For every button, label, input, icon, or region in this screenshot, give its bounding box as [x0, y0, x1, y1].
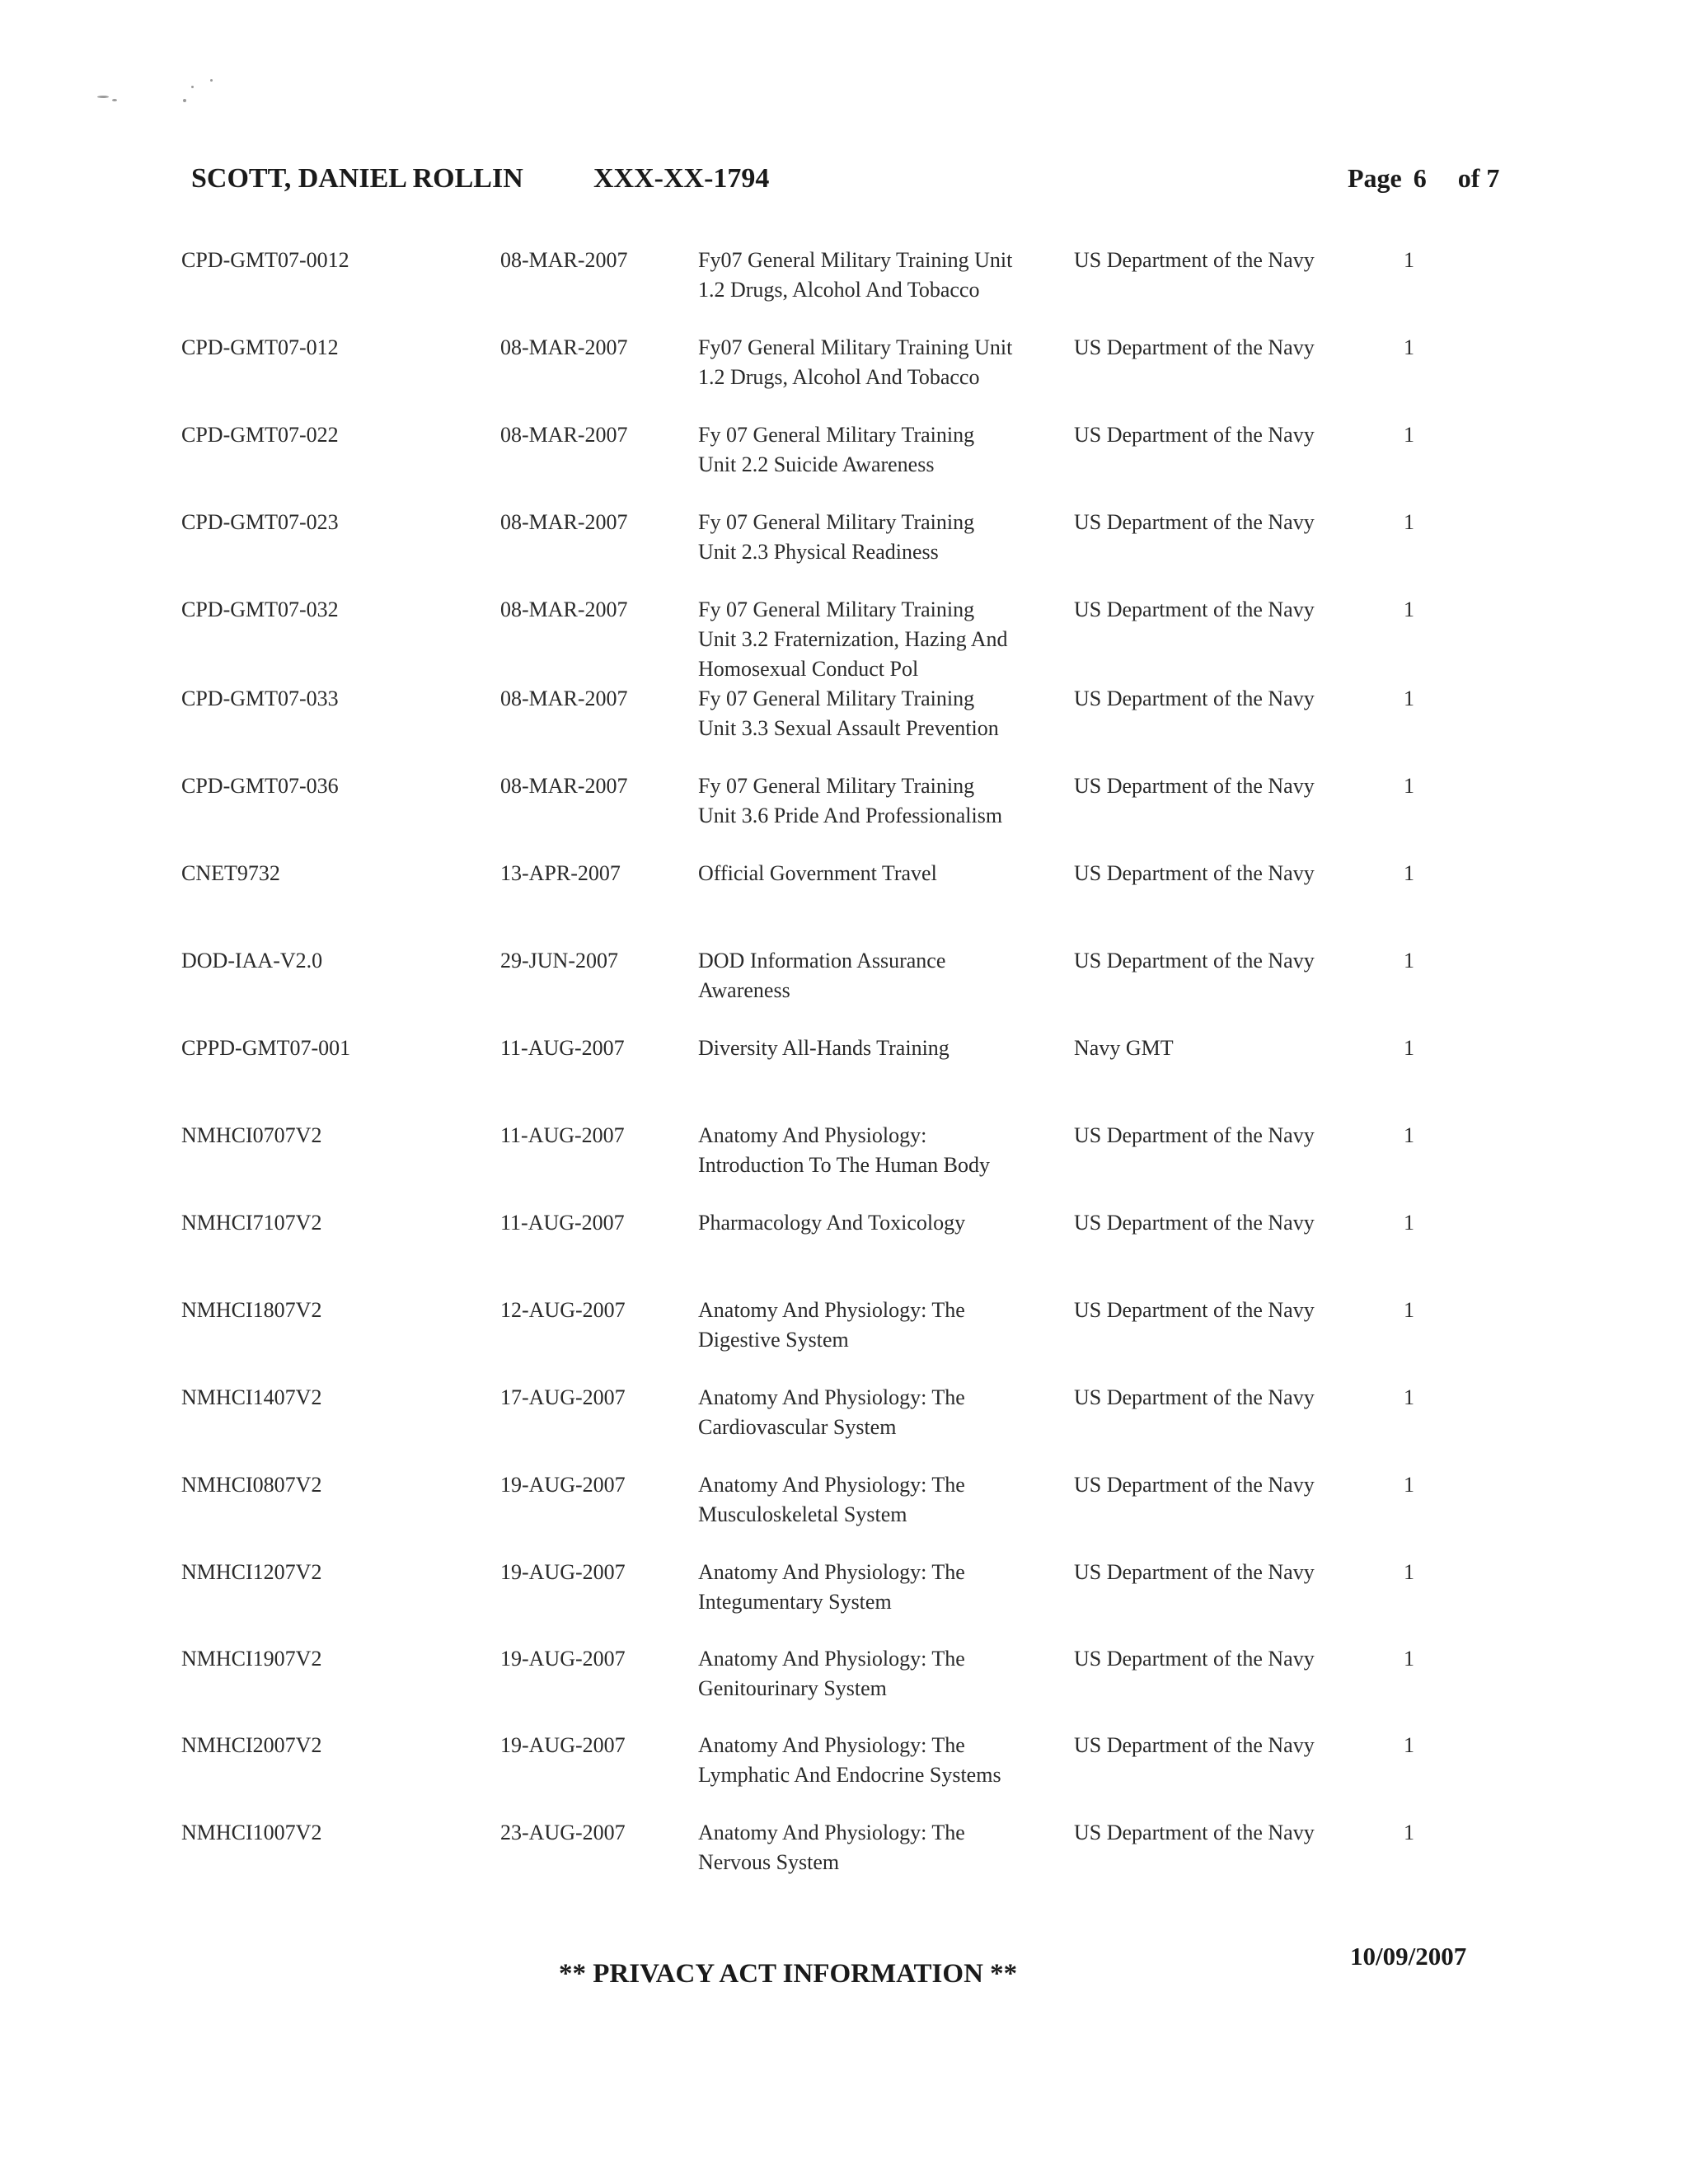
- course-title-line: Genitourinary System: [698, 1676, 887, 1700]
- provider-org: US Department of the Navy: [1074, 1647, 1315, 1671]
- scan-speck: [97, 96, 109, 98]
- course-title: [698, 420, 1044, 480]
- course-title-line: Anatomy And Physiology: The: [698, 1298, 965, 1322]
- credit-value: 1: [1404, 1733, 1414, 1757]
- course-title-line: Anatomy And Physiology: The: [698, 1473, 965, 1497]
- credit-value: 1: [1404, 510, 1414, 534]
- print-date: 10/09/2007: [1350, 1942, 1467, 1971]
- credit-value: 1: [1404, 423, 1414, 447]
- completion-date: 17-AUG-2007: [500, 1385, 626, 1409]
- privacy-notice: ** PRIVACY ACT INFORMATION **: [559, 1959, 1018, 1989]
- course-code: NMHCI1907V2: [181, 1647, 322, 1671]
- course-code: CPD-GMT07-022: [181, 423, 339, 447]
- course-code: CPD-GMT07-012: [181, 335, 339, 359]
- provider-org: US Department of the Navy: [1074, 949, 1315, 972]
- completion-date: 19-AUG-2007: [500, 1733, 626, 1757]
- table-row: [0, 508, 1688, 590]
- table-row: [0, 246, 1688, 328]
- course-code: CPD-GMT07-033: [181, 687, 339, 710]
- completion-date: 08-MAR-2007: [500, 598, 628, 621]
- course-title: [698, 1383, 1044, 1442]
- course-title-line: Anatomy And Physiology: The: [698, 1821, 965, 1844]
- course-title-line: Anatomy And Physiology: The: [698, 1385, 965, 1409]
- table-row: [0, 1818, 1688, 1900]
- completion-date: 19-AUG-2007: [500, 1560, 626, 1584]
- table-row: [0, 420, 1688, 503]
- course-title-line: Unit 2.2 Suicide Awareness: [698, 452, 935, 476]
- course-code: CPD-GMT07-032: [181, 598, 339, 621]
- completion-date: 08-MAR-2007: [500, 248, 628, 272]
- course-code: NMHCI1207V2: [181, 1560, 322, 1584]
- course-title: [698, 1296, 1044, 1355]
- course-title-line: Unit 3.2 Fraternization, Hazing And: [698, 627, 1008, 651]
- completion-date: 11-AUG-2007: [500, 1211, 625, 1235]
- table-row: [0, 859, 1688, 941]
- provider-org: US Department of the Navy: [1074, 1733, 1315, 1757]
- course-title: [698, 771, 1044, 831]
- provider-org: US Department of the Navy: [1074, 1473, 1315, 1497]
- completion-date: 08-MAR-2007: [500, 335, 628, 359]
- of-label: of: [1457, 163, 1480, 193]
- provider-org: US Department of the Navy: [1074, 510, 1315, 534]
- course-code: CPD-GMT07-0012: [181, 248, 349, 272]
- provider-org: US Department of the Navy: [1074, 861, 1315, 885]
- course-code: DOD-IAA-V2.0: [181, 949, 323, 972]
- completion-date: 19-AUG-2007: [500, 1473, 626, 1497]
- course-title-line: Fy07 General Military Training Unit: [698, 335, 1013, 359]
- course-title-line: Diversity All-Hands Training: [698, 1036, 950, 1060]
- course-title: [698, 333, 1044, 392]
- credit-value: 1: [1404, 1647, 1414, 1671]
- table-row: [0, 946, 1688, 1029]
- course-title: [698, 1208, 1044, 1238]
- page-number: 6: [1413, 163, 1427, 193]
- course-code: NMHCI1007V2: [181, 1821, 322, 1844]
- credit-value: 1: [1404, 861, 1414, 885]
- scan-speck: [210, 79, 213, 82]
- provider-org: US Department of the Navy: [1074, 774, 1315, 798]
- completion-date: 08-MAR-2007: [500, 774, 628, 798]
- credit-value: 1: [1404, 1123, 1414, 1147]
- course-title-line: Fy07 General Military Training Unit: [698, 248, 1013, 272]
- credit-value: 1: [1404, 1385, 1414, 1409]
- table-row: [0, 684, 1688, 766]
- provider-org: US Department of the Navy: [1074, 248, 1315, 272]
- course-code: CPD-GMT07-036: [181, 774, 339, 798]
- scan-speck: [112, 99, 117, 101]
- course-title-line: Digestive System: [698, 1328, 849, 1352]
- credit-value: 1: [1404, 1821, 1414, 1844]
- course-code: NMHCI1807V2: [181, 1298, 322, 1322]
- course-title-line: 1.2 Drugs, Alcohol And Tobacco: [698, 278, 980, 302]
- table-row: [0, 595, 1688, 681]
- credit-value: 1: [1404, 248, 1414, 272]
- table-row: [0, 333, 1688, 415]
- course-title-line: Integumentary System: [698, 1590, 892, 1614]
- course-title-line: Unit 3.3 Sexual Assault Prevention: [698, 716, 999, 740]
- credit-value: 1: [1404, 774, 1414, 798]
- page-label: Page: [1348, 163, 1402, 193]
- course-title-line: Unit 2.3 Physical Readiness: [698, 540, 939, 564]
- credit-value: 1: [1404, 335, 1414, 359]
- table-row: [0, 1644, 1688, 1727]
- course-title-line: Nervous System: [698, 1850, 840, 1874]
- table-row: [0, 1121, 1688, 1203]
- course-title: [698, 246, 1044, 305]
- course-code: CPD-GMT07-023: [181, 510, 339, 534]
- student-name: SCOTT, DANIEL ROLLIN: [191, 163, 523, 194]
- completion-date: 08-MAR-2007: [500, 423, 628, 447]
- page-indicator: [1348, 163, 1499, 194]
- course-title: [698, 595, 1044, 684]
- completion-date: 08-MAR-2007: [500, 687, 628, 710]
- table-row: [0, 771, 1688, 854]
- course-code: NMHCI0707V2: [181, 1123, 322, 1147]
- table-row: [0, 1731, 1688, 1813]
- course-code: NMHCI7107V2: [181, 1211, 322, 1235]
- course-title: [698, 1644, 1044, 1704]
- course-title-line: 1.2 Drugs, Alcohol And Tobacco: [698, 365, 980, 389]
- table-row: [0, 1383, 1688, 1465]
- provider-org: US Department of the Navy: [1074, 1298, 1315, 1322]
- course-code: NMHCI1407V2: [181, 1385, 322, 1409]
- course-title: [698, 1818, 1044, 1877]
- course-title-line: Fy 07 General Military Training: [698, 423, 975, 447]
- provider-org: US Department of the Navy: [1074, 1821, 1315, 1844]
- course-title-line: Fy 07 General Military Training: [698, 687, 975, 710]
- course-title-line: Pharmacology And Toxicology: [698, 1211, 966, 1235]
- credit-value: 1: [1404, 1298, 1414, 1322]
- provider-org: US Department of the Navy: [1074, 1385, 1315, 1409]
- scan-speck: [191, 86, 194, 88]
- credit-value: 1: [1404, 1211, 1414, 1235]
- course-title-line: Fy 07 General Military Training: [698, 510, 975, 534]
- table-row: [0, 1208, 1688, 1291]
- course-title: [698, 1470, 1044, 1530]
- student-ssn: XXX-XX-1794: [593, 163, 770, 194]
- course-title-line: Anatomy And Physiology: The: [698, 1560, 965, 1584]
- course-title-line: Introduction To The Human Body: [698, 1153, 990, 1177]
- provider-org: US Department of the Navy: [1074, 1211, 1315, 1235]
- course-code: NMHCI0807V2: [181, 1473, 322, 1497]
- course-title: [698, 946, 1044, 1005]
- course-code: CPPD-GMT07-001: [181, 1036, 351, 1060]
- table-row: [0, 1033, 1688, 1116]
- credit-value: 1: [1404, 1560, 1414, 1584]
- total-pages: 7: [1486, 163, 1500, 193]
- table-row: [0, 1558, 1688, 1640]
- completion-date: 08-MAR-2007: [500, 510, 628, 534]
- provider-org: US Department of the Navy: [1074, 1560, 1315, 1584]
- course-title: [698, 859, 1044, 888]
- course-code: CNET9732: [181, 861, 280, 885]
- completion-date: 12-AUG-2007: [500, 1298, 626, 1322]
- course-title-line: Cardiovascular System: [698, 1415, 897, 1439]
- completion-date: 11-AUG-2007: [500, 1036, 625, 1060]
- course-title-line: Anatomy And Physiology: The: [698, 1647, 965, 1671]
- course-title-line: Lymphatic And Endocrine Systems: [698, 1763, 1001, 1787]
- course-title: [698, 1731, 1044, 1790]
- course-title-line: Unit 3.6 Pride And Professionalism: [698, 804, 1003, 827]
- course-title-line: Musculoskeletal System: [698, 1502, 907, 1526]
- credit-value: 1: [1404, 598, 1414, 621]
- scan-speck: [183, 99, 186, 102]
- course-title-line: Fy 07 General Military Training: [698, 774, 975, 798]
- course-title: [698, 508, 1044, 567]
- completion-date: 19-AUG-2007: [500, 1647, 626, 1671]
- course-title-line: Awareness: [698, 978, 790, 1002]
- course-title-line: Homosexual Conduct Pol: [698, 657, 919, 681]
- course-title-line: DOD Information Assurance: [698, 949, 946, 972]
- provider-org: Navy GMT: [1074, 1036, 1174, 1060]
- provider-org: US Department of the Navy: [1074, 335, 1315, 359]
- provider-org: US Department of the Navy: [1074, 598, 1315, 621]
- course-title-line: Official Government Travel: [698, 861, 937, 885]
- credit-value: 1: [1404, 1473, 1414, 1497]
- course-title: [698, 1558, 1044, 1617]
- completion-date: 13-APR-2007: [500, 861, 621, 885]
- completion-date: 11-AUG-2007: [500, 1123, 625, 1147]
- course-title-line: Anatomy And Physiology:: [698, 1123, 927, 1147]
- provider-org: US Department of the Navy: [1074, 423, 1315, 447]
- credit-value: 1: [1404, 687, 1414, 710]
- course-title: [698, 684, 1044, 743]
- provider-org: US Department of the Navy: [1074, 1123, 1315, 1147]
- course-title: [698, 1121, 1044, 1180]
- completion-date: 29-JUN-2007: [500, 949, 618, 972]
- provider-org: US Department of the Navy: [1074, 687, 1315, 710]
- course-title-line: Fy 07 General Military Training: [698, 598, 975, 621]
- credit-value: 1: [1404, 949, 1414, 972]
- course-title: [698, 1033, 1044, 1063]
- table-row: [0, 1470, 1688, 1553]
- course-title-line: Anatomy And Physiology: The: [698, 1733, 965, 1757]
- completion-date: 23-AUG-2007: [500, 1821, 626, 1844]
- credit-value: 1: [1404, 1036, 1414, 1060]
- course-code: NMHCI2007V2: [181, 1733, 322, 1757]
- table-row: [0, 1296, 1688, 1378]
